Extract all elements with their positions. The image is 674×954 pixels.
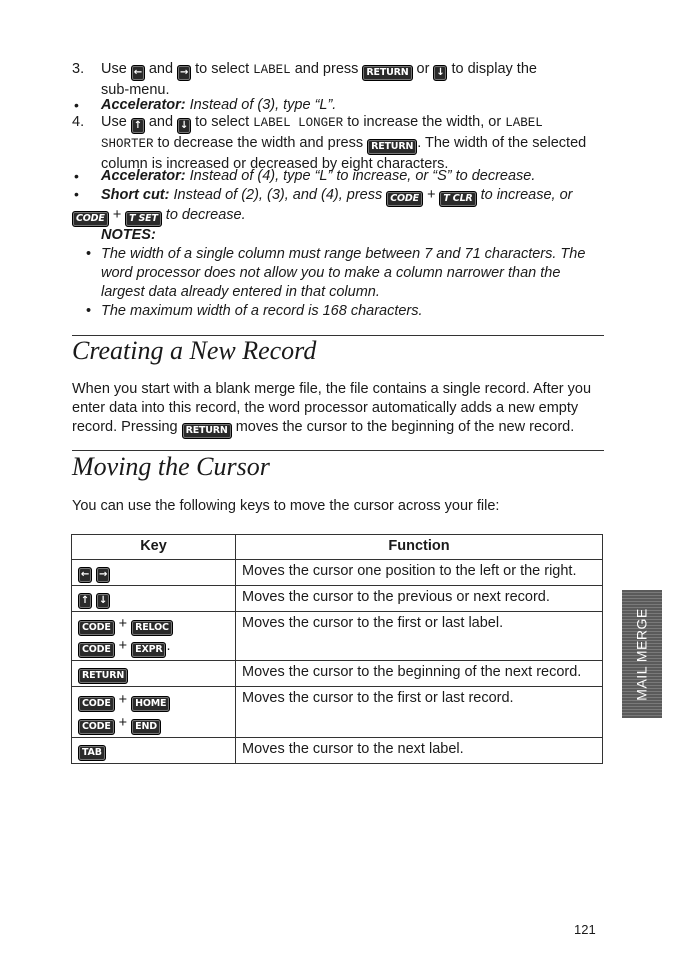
left-arrow-key-icon: ← [131, 65, 145, 81]
section-paragraph [72, 380, 604, 439]
section-heading: Moving the Cursor [72, 452, 270, 481]
page-number: 121 [574, 922, 596, 937]
key-cell [72, 586, 236, 612]
bullet: • [74, 97, 79, 113]
text: to select [195, 114, 250, 130]
chapter-thumb-tab-label [622, 590, 662, 718]
end-key-icon: END [131, 719, 161, 735]
function-cell: Moves the cursor to the beginning of the next record. [236, 661, 603, 687]
table-row [72, 612, 603, 661]
step-number: 3. [72, 61, 85, 77]
down-arrow-key-icon: ↓ [177, 118, 191, 134]
note-1: The width of a single column must range between 7 and 71 characters. The word processor does not allow you to make a column narrower than the largest data already entered in that column. [101, 246, 586, 300]
notes-title: NOTES: [101, 227, 156, 243]
text: Instead of (3), type “L”. [189, 97, 337, 113]
expr-key-icon: EXPR [131, 642, 166, 658]
text: to decrease the width and press [157, 135, 364, 151]
text: column is increased or decreased by eight characters. [101, 156, 449, 172]
text: or [416, 61, 430, 77]
code-key-icon: CODE [78, 696, 115, 712]
plus-sign: + [118, 616, 128, 632]
table-row [72, 661, 603, 687]
text: When you start with a blank merge file, the file contains a single record. After you enter data into this record, the word processor automatically adds a new empty record. Pressing [72, 381, 592, 435]
shortcut-note-continued [72, 205, 604, 227]
up-arrow-key-icon: ↑ [131, 118, 145, 134]
text: and [148, 114, 174, 130]
function-cell: Moves the cursor to the previous or next record. [236, 586, 603, 612]
left-arrow-key-icon: ← [78, 567, 92, 583]
code-key-icon: CODE [72, 211, 109, 227]
table-header-row [72, 535, 603, 560]
text: Instead of (2), (3), and (4), press [173, 187, 383, 203]
plus-sign: + [426, 187, 436, 203]
text: . The width of the selected [417, 135, 587, 151]
table-row [72, 560, 603, 586]
key-cell [72, 612, 236, 661]
cursor-keys-table [71, 534, 603, 764]
code-key-icon: CODE [78, 620, 115, 636]
function-cell: Moves the cursor to the first or last record. [236, 687, 603, 738]
return-key-icon: RETURN [78, 668, 128, 684]
section-rule [72, 450, 604, 451]
table-row [72, 586, 603, 612]
down-arrow-key-icon: ↓ [96, 593, 110, 609]
menu-option: LABEL LONGER [253, 116, 344, 130]
right-arrow-key-icon: → [177, 65, 191, 81]
text: and press [294, 61, 359, 77]
bullet: • [86, 246, 92, 262]
text: to select [195, 61, 250, 77]
text: and [148, 61, 174, 77]
down-arrow-key-icon: ↓ [433, 65, 447, 81]
key-cell [72, 661, 236, 687]
bullet: • [74, 186, 79, 202]
key-cell [72, 687, 236, 738]
text: to decrease. [165, 207, 246, 223]
column-header-function: Function [236, 535, 603, 560]
text: Use [101, 114, 127, 130]
text: moves the cursor to the beginning of the new record. [235, 419, 575, 435]
code-key-icon: CODE [78, 719, 115, 735]
label: Accelerator: [101, 97, 186, 113]
note-2: The maximum width of a record is 168 characters. [101, 303, 423, 319]
key-cell [72, 560, 236, 586]
reloc-key-icon: RELOC [131, 620, 173, 636]
bullet: • [86, 303, 92, 319]
label: Accelerator: [101, 168, 186, 184]
bullet: • [74, 168, 79, 184]
table-row [72, 738, 603, 764]
label: Short cut: [101, 187, 170, 203]
home-key-icon: HOME [131, 696, 170, 712]
text: sub-menu. [101, 82, 170, 98]
up-arrow-key-icon: ↑ [78, 593, 92, 609]
text: to increase, or [480, 187, 573, 203]
plus-sign: + [118, 715, 128, 731]
function-cell: Moves the cursor one position to the left or the right. [236, 560, 603, 586]
code-key-icon: CODE [78, 642, 115, 658]
menu-option: SHORTER [101, 137, 154, 151]
right-arrow-key-icon: → [96, 567, 110, 583]
key-cell [72, 738, 236, 764]
menu-option: LABEL [253, 63, 291, 77]
function-cell: Moves the cursor to the first or last label. [236, 612, 603, 661]
tset-key-icon: T SET [125, 211, 162, 227]
plus-sign: + [112, 207, 122, 223]
column-header-key: Key [72, 535, 236, 560]
text: to increase the width, or [347, 114, 502, 130]
accelerator-note [101, 167, 604, 186]
section-heading: Creating a New Record [72, 336, 317, 365]
return-key-icon: RETURN [182, 423, 232, 439]
return-key-icon: RETURN [367, 139, 417, 155]
section-intro: You can use the following keys to move the cursor across your file: [72, 498, 500, 514]
plus-sign: + [118, 638, 128, 654]
step-4-text [101, 113, 604, 174]
chapter-label: MAIL MERGE [633, 607, 650, 701]
table-row [72, 687, 603, 738]
return-key-icon: RETURN [362, 65, 412, 81]
function-cell: Moves the cursor to the next label. [236, 738, 603, 764]
tclr-key-icon: T CLR [439, 191, 476, 207]
text: Instead of (4), type “L” to increase, or “S” to decrease. [189, 168, 536, 184]
period: . [166, 638, 171, 654]
code-key-icon: CODE [386, 191, 423, 207]
text: to display the [451, 61, 537, 77]
tab-key-icon: TAB [78, 745, 106, 761]
step-number: 4. [72, 114, 85, 130]
step-3-text [101, 60, 604, 100]
shortcut-note [101, 185, 604, 207]
menu-option: LABEL [505, 116, 543, 130]
text: Use [101, 61, 127, 77]
plus-sign: + [118, 692, 128, 708]
